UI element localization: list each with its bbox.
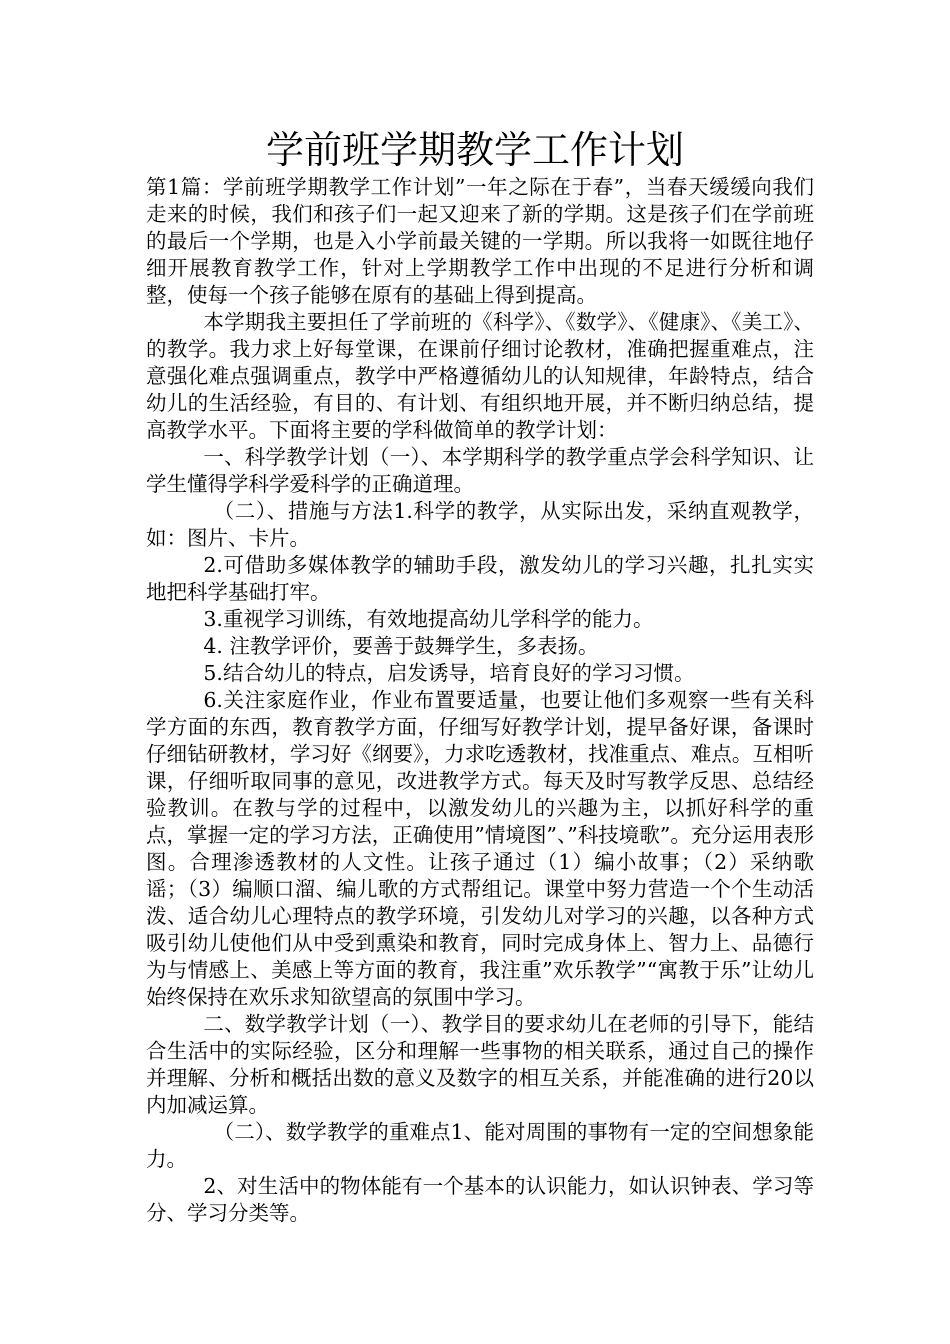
paragraph-math-plan: 二、数学教学计划（一）、教学目的要求幼儿在老师的引导下，能结合生活中的实际经验，区分和理解一些事物的相关联系，通过自己的操作并理解、分析和概括出数的意义及数字的相互关系，并能准确的进行20以内加减运算。 xyxy=(146,1012,814,1117)
document-body xyxy=(146,174,814,1227)
paragraph-science-measures: （二）、措施与方法1.科学的教学，从实际出发，采纳直观教学，如：图片、卡片。 xyxy=(146,499,814,550)
paragraph-measure-4: 4. 注教学评价，要善于鼓舞学生，多表扬。 xyxy=(203,634,599,658)
paragraph-measure-2: 2.可借助多媒体教学的辅助手段，激发幼儿的学习兴趣，扎扎实实地把科学基础打牢。 xyxy=(146,553,814,604)
paragraph-science-plan: 一、科学教学计划（一）、本学期科学的教学重点学会科学知识、让学生懂得学科学爱科学的正确道理。 xyxy=(146,445,814,496)
paragraph-measure-3: 3.重视学习训练，有效地提高幼儿学科学的能力。 xyxy=(203,607,654,631)
paragraph-measure-5: 5.结合幼儿的特点，启发诱导，培育良好的学习习惯。 xyxy=(203,661,695,685)
paragraph-math-point-2: 2、对生活中的物体能有一个基本的认识能力，如认识钟表、学习等分、学习分类等。 xyxy=(146,1174,814,1225)
document-title: 学前班学期教学工作计划 xyxy=(265,128,684,172)
paragraph-intro: 第1篇：学前班学期教学工作计划”一年之际在于春”，当春天缓缓向我们走来的时候，我们和孩子们一起又迎来了新的学期。这是孩子们在学前班的最后一个学期，也是入小学前最关键的一学期。所以我将一如既往地仔细开展教育教学工作，针对上学期教学工作中出现的不足进行分析和调整，使每一个孩子能够在原有的基础上得到提高。 xyxy=(146,175,814,307)
paragraph-subjects: 本学期我主要担任了学前班的《科学》、《数学》、《健康》、《美工》、的教学。我力求上好每堂课，在课前仔细讨论教材，准确把握重难点，注意强化难点强调重点，教学中严格遵循幼儿的认知规律，年龄特点，结合幼儿的生活经验，有目的、有计划、有组织地开展，并不断归纳总结，提高教学水平。下面将主要的学科做简单的教学计划： xyxy=(146,310,814,442)
paragraph-measure-6: 6.关注家庭作业，作业布置要适量，也要让他们多观察一些有关科学方面的东西，教育教学方面，仔细写好教学计划，提早备好课，备课时仔细钻研教材，学习好《纲要》，力求吃透教材，找准重点、难点。互相听课，仔细听取同事的意见，改进教学方式。每天及时写教学反思、总结经验教训。在教与学的过程中，以激发幼儿的兴趣为主，以抓好科学的重点，掌握一定的学习方法，正确使用”情境图”、”科技境歌”。充分运用表形图。合理渗透教材的人文性。让孩子通过（1）编小故事；（2）采纳歌谣；（3）编顺口溜、编儿歌的方式帮组记。课堂中努力营造一个个生动活泼、适合幼儿心理特点的教学环境，引发幼儿对学习的兴趣，以各种方式吸引幼儿使他们从中受到熏染和教育，同时完成身体上、智力上、品德行为与情感上、美感上等方面的教育，我注重”欢乐教学”“寓教于乐”让幼儿始终保持在欢乐求知欲望高的氛围中学习。 xyxy=(146,688,814,1009)
paragraph-math-key-points: （二）、数学教学的重难点1、能对周围的事物有一定的空间想象能力。 xyxy=(146,1120,814,1171)
